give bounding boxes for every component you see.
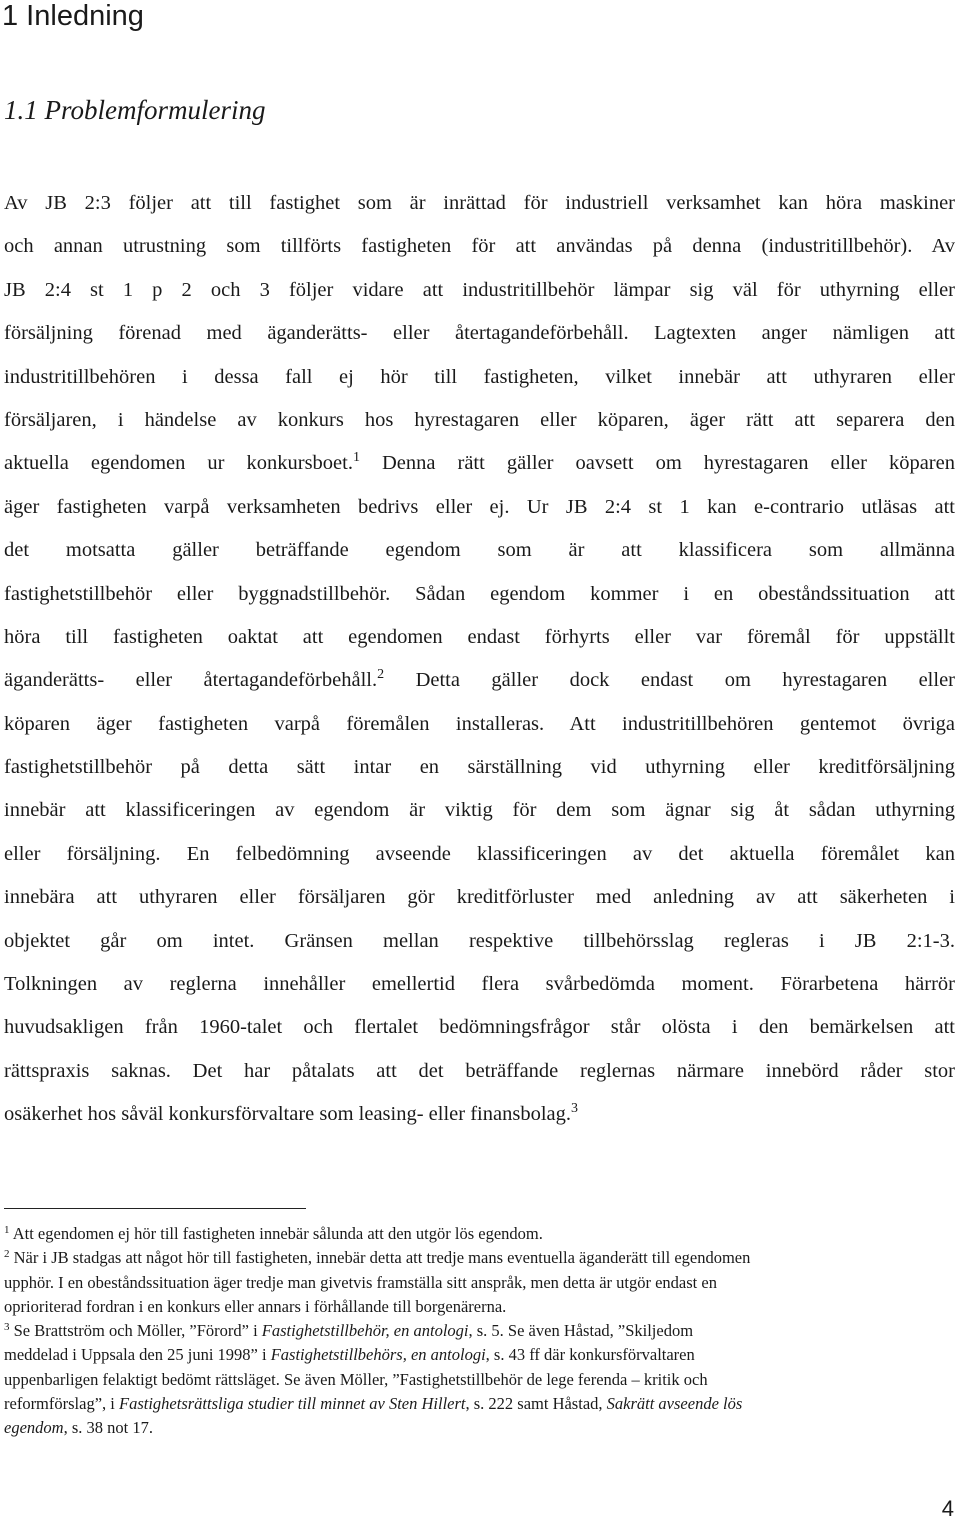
paragraph-line	[4, 225, 955, 268]
paragraph-line	[4, 659, 955, 702]
paragraph-line	[4, 269, 955, 312]
text-run: , s. 38 not 17.	[63, 1418, 153, 1438]
page-number: 4	[941, 1496, 954, 1521]
text-run: objektet går om intet. Gränsen mellan respektive tillbehörsslag regleras i JB 2:1-3.	[4, 929, 955, 952]
footnote-line	[4, 1368, 955, 1392]
text-run: rättspraxis saknas. Det har påtalats att det beträffande reglernas närmare innebörd råder stor	[4, 1059, 955, 1082]
text-run: industritillbehören i dessa fall ej hör till fastigheten, vilket innebär att uthyraren eller	[4, 365, 955, 388]
chapter-heading: 1 Inledning	[2, 0, 144, 32]
paragraph-line	[4, 486, 955, 529]
footnote-line	[4, 1392, 955, 1416]
text-run: osäkerhet hos såväl konkursförvaltare som leasing- eller finansbolag.	[4, 1103, 571, 1126]
paragraph-line	[4, 1050, 955, 1093]
text-run: JB 2:4 st 1 p 2 och 3 följer vidare att industritillbehör lämpar sig väl för uthyrning eller	[4, 278, 955, 301]
text-run: huvudsakligen från 1960-talet och flertalet bedömningsfrågor står olösta i den bemärkelsen att	[4, 1016, 955, 1039]
text-run: äger fastigheten varpå verksamheten bedrivs eller ej. Ur JB 2:4 st 1 kan e-contrario utläsas att	[4, 495, 955, 518]
paragraph-line	[4, 963, 955, 1006]
text-run: äganderätts- eller återtagandeförbehåll.	[4, 669, 378, 692]
text-run: höra till fastigheten oaktat att egendomen endast förhyrts eller var föremål för uppställt	[4, 625, 955, 648]
paragraph-line	[4, 442, 955, 485]
text-run: försäljaren, i händelse av konkurs hos hyrestagaren eller köparen, äger rätt att separera den	[4, 408, 955, 431]
text-run: försäljning förenad med äganderätts- eller återtagandeförbehåll. Lagtexten anger nämligen att	[4, 322, 955, 345]
text-run: oprioriterad fordran i en konkurs eller annars i förhållande till borgenärerna.	[4, 1296, 507, 1316]
text-run: Tolkningen av reglerna innehåller emellertid flera svårbedömda moment. Förarbetena härrör	[4, 973, 955, 996]
text-run: Detta gäller dock endast om hyrestagaren eller	[384, 669, 955, 692]
italic-text: Fastighetsrättsliga studier till minnet av Sten Hillert	[119, 1394, 466, 1414]
text-run: Av JB 2:3 följer att till fastighet som är inrättad för industriell verksamhet kan höra maskiner	[4, 192, 955, 214]
text-run: Se Brattström och Möller, ”Förord” i	[9, 1321, 262, 1341]
footnote-reference: 3	[4, 1321, 10, 1334]
text-run: innebära att uthyraren eller försäljaren gör kreditförluster med anledning av att säkerheten i	[4, 886, 955, 909]
paragraph-line	[4, 1006, 955, 1049]
footnote-line	[4, 1416, 955, 1440]
text-run: uppenbarligen felaktigt bedömt rättsläget. Se även Möller, ”Fastighetstillbehör de lege ferenda – kritik och	[4, 1369, 708, 1389]
section-heading: 1.1 Problemformulering	[4, 95, 266, 125]
paragraph-line	[4, 573, 955, 616]
footnote-line	[4, 1343, 955, 1367]
paragraph-line	[4, 616, 955, 659]
footnote-separator	[4, 1208, 306, 1209]
body-paragraph	[4, 182, 955, 1137]
footnotes	[4, 1222, 955, 1441]
paragraph-line	[4, 529, 955, 572]
footnote-reference: 2	[4, 1248, 10, 1261]
paragraph-line	[4, 920, 955, 963]
text-run: meddelad i Uppsala den 25 juni 1998” i	[4, 1345, 271, 1365]
text-run: aktuella egendomen ur konkursboet.	[4, 452, 353, 475]
text-run: När i JB stadgas att något hör till fastigheten, innebär detta att tredje mans eventuella äganderätt till egendomen	[9, 1248, 751, 1268]
text-run: fastighetstillbehör eller byggnadstillbehör. Sådan egendom kommer i en obeståndssituation att	[4, 582, 955, 605]
text-run: reformförslag”, i	[4, 1394, 119, 1414]
text-run: Denna rätt gäller oavsett om hyrestagaren eller köparen	[359, 452, 955, 475]
text-run: upphör. I en obeståndssituation äger tredje man givetvis framställa sitt anspråk, men detta är utgör endast en	[4, 1272, 717, 1292]
text-run: eller försäljning. En felbedömning avseende klassificeringen av det aktuella föremålet kan	[4, 842, 955, 865]
text-run: det motsatta gäller beträffande egendom som är att klassificera som allmänna	[4, 539, 955, 562]
text-run: , s. 222 samt Håstad,	[465, 1394, 607, 1414]
paragraph-line	[4, 789, 955, 832]
footnote-reference: 1	[4, 1224, 10, 1236]
text-run: köparen äger fastigheten varpå föremålen installeras. Att industritillbehören gentemot övriga	[4, 712, 955, 735]
paragraph-line	[4, 312, 955, 355]
paragraph-line	[4, 399, 955, 442]
paragraph-line	[4, 876, 955, 919]
italic-text: egendom	[4, 1418, 64, 1438]
footnote-line	[4, 1271, 955, 1295]
footnote-line	[4, 1319, 955, 1343]
footnote-line	[4, 1295, 955, 1319]
text-run: , s. 43 ff där konkursförvaltaren	[485, 1345, 695, 1365]
footnote-reference: 3	[571, 1101, 578, 1117]
footnote-line	[4, 1246, 955, 1270]
footnote-reference: 1	[352, 450, 360, 466]
italic-text: Sakrätt avseende lös	[606, 1394, 743, 1414]
paragraph-line	[4, 356, 955, 399]
text-run: fastighetstillbehör på detta sätt intar en särställning vid uthyrning eller kreditförsäljning	[4, 756, 955, 779]
paragraph-line	[4, 182, 955, 225]
paragraph-line	[4, 1093, 955, 1136]
footnote-line	[4, 1222, 955, 1246]
italic-text: Fastighetstillbehör, en antologi	[261, 1321, 469, 1341]
paragraph-line	[4, 703, 955, 746]
italic-text: Fastighetstillbehörs, en antologi	[270, 1345, 486, 1365]
paragraph-line	[4, 746, 955, 789]
footnote-reference: 2	[377, 667, 385, 683]
paragraph-line	[4, 833, 955, 876]
text-run: och annan utrustning som tillförts fastigheten för att användas på denna (industritillbehör). Av	[4, 235, 955, 258]
text-run: Att egendomen ej hör till fastigheten innebär sålunda att den utgör lös egendom.	[9, 1224, 543, 1243]
text-run: , s. 5. Se även Håstad, ”Skiljedom	[468, 1321, 694, 1341]
text-run: innebär att klassificeringen av egendom är viktig för dem som ägnar sig åt sådan uthyrning	[4, 799, 955, 822]
